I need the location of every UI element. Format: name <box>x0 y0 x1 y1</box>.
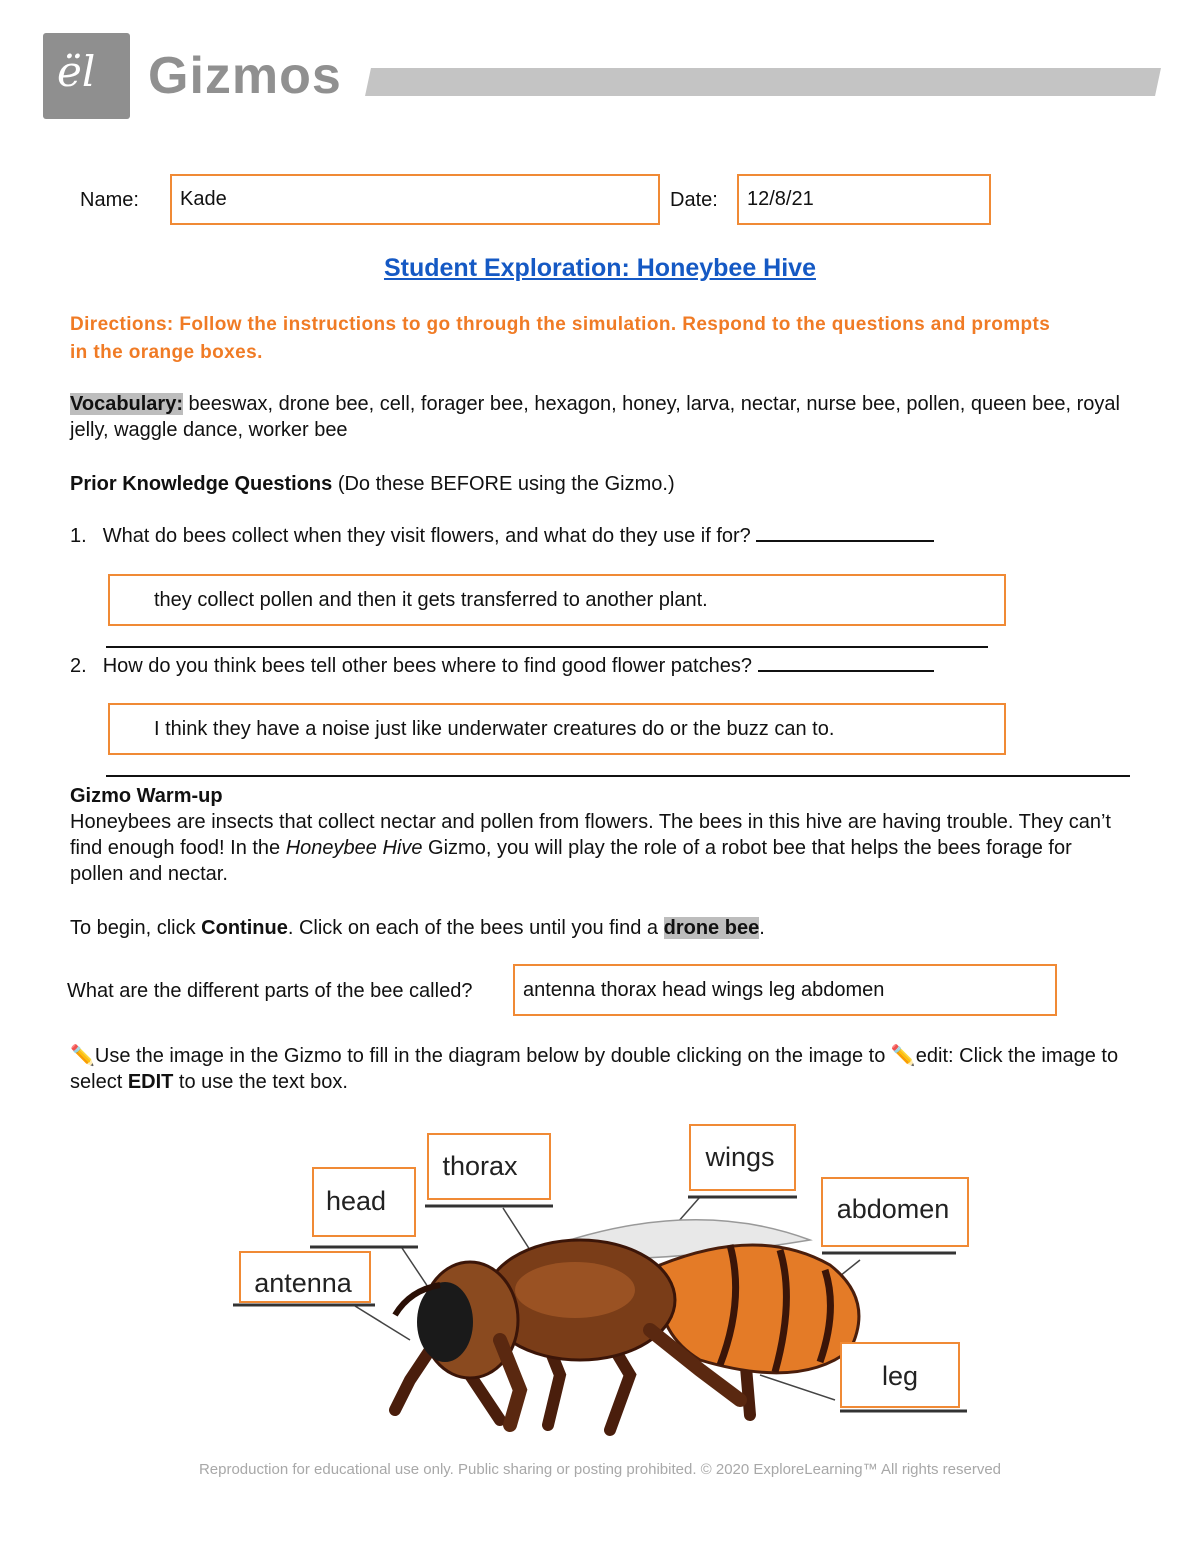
warmup-paragraph-1 <box>70 809 1130 887</box>
name-field[interactable] <box>170 174 660 225</box>
answer-2-text: I think they have a noise just like underwater creatures do or the buzz can to. <box>154 717 835 740</box>
question-1 <box>70 523 1130 549</box>
diagram-label-leg[interactable] <box>841 1343 959 1407</box>
page-title: Student Exploration: Honeybee Hive <box>383 254 816 282</box>
parts-answer-text: antenna thorax head wings leg abdomen <box>523 978 885 1001</box>
bee-eye <box>417 1282 473 1362</box>
question-1-blank <box>756 540 934 542</box>
vocabulary-label: Vocabulary: <box>70 393 183 415</box>
brand-logo-text: ël <box>57 47 96 96</box>
drone-bee-keyword: drone bee <box>663 917 760 939</box>
instructions-a: ✏️Use the image in the Gizmo to fill in the diagram below by double clicking on the image to ✏️edit: Click the image to select <box>70 1045 1119 1093</box>
name-label: Name: <box>80 189 139 211</box>
warmup-heading: Gizmo Warm-up <box>70 785 223 807</box>
warmup-p2-a: To begin, click <box>70 917 202 939</box>
label-thorax-text: thorax <box>442 1151 518 1181</box>
name-value: Kade <box>180 188 227 210</box>
answer-2-rule <box>106 775 1130 777</box>
diagram-label-head[interactable] <box>313 1168 415 1236</box>
instructions-b: to use the text box. <box>173 1071 348 1093</box>
diagram-label-wings[interactable] <box>690 1125 795 1190</box>
brand-logo <box>43 33 130 119</box>
footer-text: Reproduction for educational use only. Public sharing or posting prohibited. © 2020 ExploreLearning™ All rights reserved <box>198 1461 1002 1478</box>
date-value: 12/8/21 <box>747 188 814 210</box>
label-head-text: head <box>325 1186 387 1216</box>
prior-knowledge-heading: Prior Knowledge Questions <box>70 473 333 495</box>
diagram-label-abdomen[interactable] <box>822 1178 968 1246</box>
answer-1-rule <box>106 646 988 648</box>
label-antenna-text: antenna <box>254 1268 352 1298</box>
question-1-text: What do bees collect when they visit flowers, and what do they use if for? <box>102 525 751 547</box>
edit-keyword: EDIT <box>127 1071 174 1093</box>
bee-diagram[interactable] <box>0 1100 1200 1450</box>
warmup-p2-c: . <box>759 917 765 939</box>
diagram-label-thorax[interactable] <box>428 1134 550 1199</box>
prior-knowledge-heading-line <box>70 471 1130 497</box>
question-2-text: How do you think bees tell other bees where to find good flower patches? <box>102 655 752 677</box>
prior-knowledge-note: (Do these BEFORE using the Gizmo.) <box>332 473 675 495</box>
answer-1-text: they collect pollen and then it gets transferred to another plant. <box>154 588 708 611</box>
date-label: Date: <box>670 189 718 211</box>
warmup-p2-b: . Click on each of the bees until you find a <box>287 917 664 939</box>
diagram-label-antenna[interactable] <box>240 1252 370 1302</box>
warmup-p1-a: Honeybees are insects that collect nectar and pollen from flowers. The bees in this hive are having trouble. They can’t find enough food! In the <box>70 811 1111 859</box>
warmup-paragraph-2 <box>70 915 1130 941</box>
vocabulary-paragraph <box>70 391 1130 443</box>
thorax-highlight <box>515 1262 635 1318</box>
brand-name: Gizmos <box>148 47 342 105</box>
label-wings-text: wings <box>705 1142 775 1172</box>
label-leg-text: leg <box>881 1361 919 1391</box>
vocabulary-text: beeswax, drone bee, cell, forager bee, hexagon, honey, larva, nectar, nurse bee, pollen, queen bee, royal jelly, waggle dance, worker bee <box>70 393 1120 441</box>
parts-answer-box[interactable] <box>513 964 1057 1016</box>
directions-text: Directions: Follow the instructions to go through the simulation. Respond to the questions and prompts in the orange boxes. <box>70 314 1051 363</box>
warmup-p1-b: Gizmo, you will play the role of a robot bee that helps the bees forage for pollen and nectar. <box>70 837 1072 885</box>
answer-2-box[interactable] <box>108 703 1006 755</box>
parts-question: What are the different parts of the bee called? <box>67 980 473 1002</box>
question-2-blank <box>758 670 934 672</box>
question-2 <box>70 653 1130 679</box>
question-1-number: 1. <box>70 525 87 547</box>
date-field[interactable] <box>737 174 991 225</box>
continue-keyword: Continue <box>201 917 288 939</box>
question-2-number: 2. <box>70 655 87 677</box>
diagram-instructions <box>70 1043 1130 1095</box>
label-abdomen-text: abdomen <box>836 1194 950 1224</box>
answer-1-box[interactable] <box>108 574 1006 626</box>
header-bar <box>365 68 1161 96</box>
warmup-p1-gizmo-name: Honeybee Hive <box>285 837 423 859</box>
